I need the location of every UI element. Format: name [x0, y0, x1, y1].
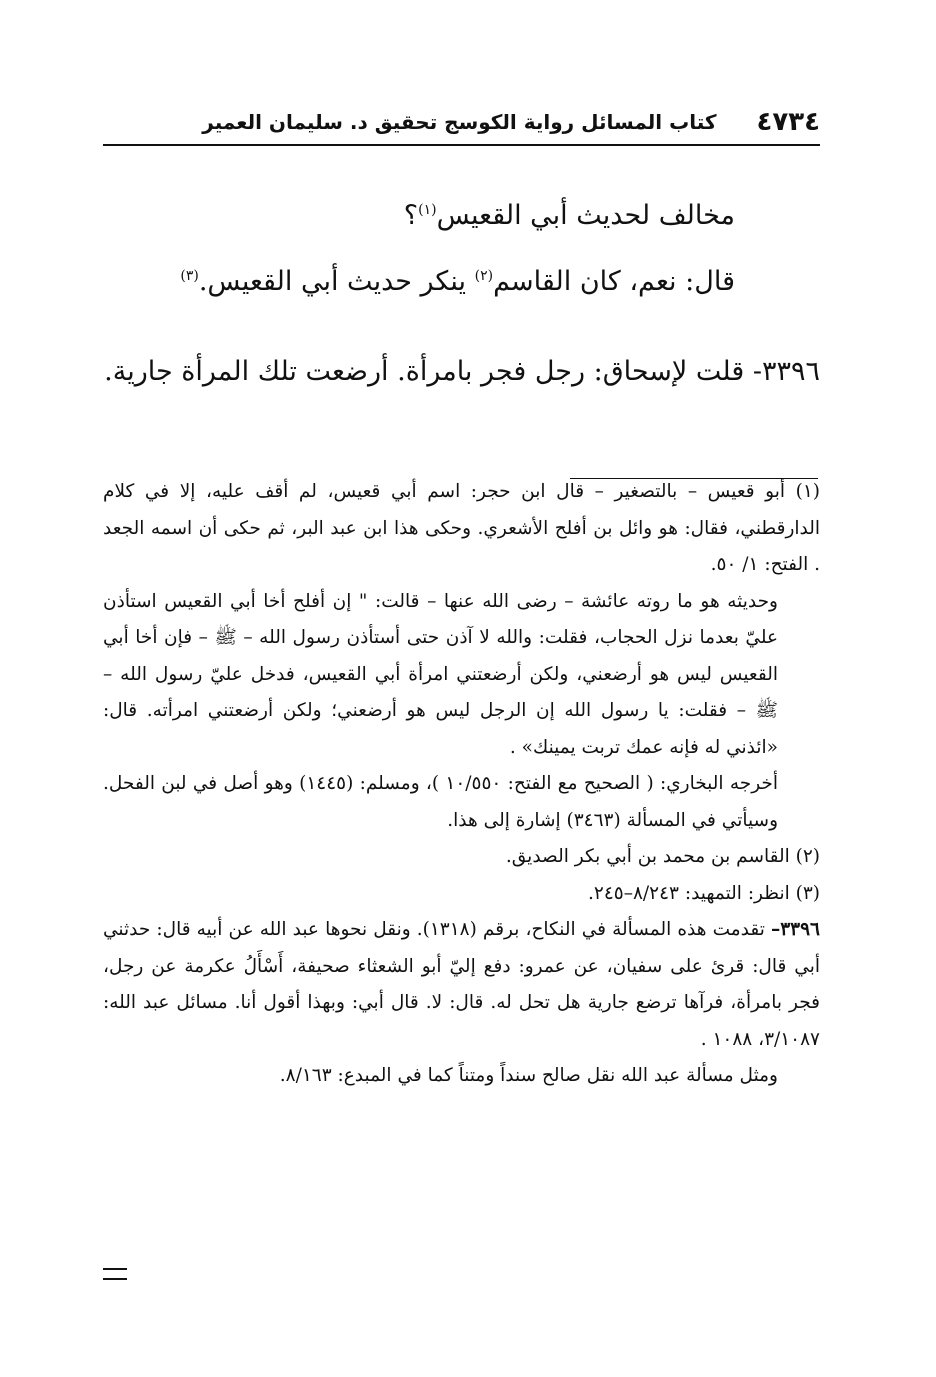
footnote-1: (١) أبو قعيس – بالتصغير – قال ابن حجر: اسم أبي قعيس، لم أقف عليه، إلا في كلام الدارقطني، فقال: هو وائل بن أفلح الأشعري. وحكى هذا ابن عبد البر، ثم حكى أن اسمه الجعد . الفتح: ١/ ٥٠. وحديثه هو ما روته عائشة – رضى الله عنها – قالت: " إن أفلح أخا أبي القعيس استأذن عليّ بعدما نزل الحجاب، فقلت: والله لا آذن حتى أستأذن رسول الله – ﷺ – فإن أخا أبي القعيس ليس هو أرضعني، ولكن أرضعتني امرأة أبي القعيس، فدخل عليّ رسول الله – ﷺ – فقلت: يا رسول الله إن الرجل ليس هو أرضعني؛ ولكن أرضعتني امرأته. قال: «ائذني له فإنه عمك تربت يمينك» . أخرجه البخاري: ( الصحيح مع الفتح: ١٠/٥٥٠ )، ومسلم: (١٤٤٥) وهو أصل في لبن الفحل. وسيأتي في المسألة (٣٤٦٣) إشارة إلى هذا.	[103, 481, 820, 831]
main-line-2: قال: نعم، كان القاسم$^{(٢)}$ ينكر حديث أبي القعيس.$^{(٣)}$	[180, 266, 735, 297]
running-title: كتاب المسائل رواية الكوسج تحقيق د. سليمان العمير	[202, 110, 717, 134]
entry-text: قلت لإسحاق: رجل فجر بامرأة. أرضعت تلك المرأة جارية.	[104, 356, 745, 387]
footnote-ref-2: (٢)	[474, 268, 494, 284]
footnote-entry-3396: ٣٣٩٦– تقدمت هذه المسألة في النكاح، برقم (١٣١٨). ونقل نحوها عبد الله عن أبيه قال: حدثني أبي قال: قرئ على سفيان، عن عمرو: دفع إليّ أبو الشعثاء صحيفة، أَسْأَلُ عكرمة عن رجل، فجر بامرأة، فرآها ترضع جارية هل تحل له. قال: لا. قال أبي: وبهذا أقول أنا. مسائل عبد الله: ٣/١٠٨٧، ١٠٨٨ . ومثل مسألة عبد الله نقل صالح سنداً ومتناً كما في المبدع: ٨/١٦٣.	[103, 919, 820, 1086]
footnote-2: (٢) القاسم بن محمد بن أبي بكر الصديق.	[505, 846, 820, 867]
page-number: ٤٧٣٤	[756, 107, 820, 137]
end-mark	[103, 1268, 127, 1280]
main-line-1: مخالف لحديث أبي القعيس$^{(١)}$؟	[403, 200, 735, 231]
main-text	[103, 180, 820, 402]
question-entry	[103, 342, 820, 402]
footnote-ref-1: (١)	[418, 202, 437, 218]
page-header	[103, 100, 820, 146]
entry-number: ٣٣٩٦-	[752, 356, 820, 387]
footnote-3: (٣) انظر: التمهيد: ٨/٢٤٣–٢٤٥.	[588, 882, 820, 904]
footnotes	[103, 474, 820, 1095]
footnote-ref-3: (٣)	[180, 268, 199, 284]
